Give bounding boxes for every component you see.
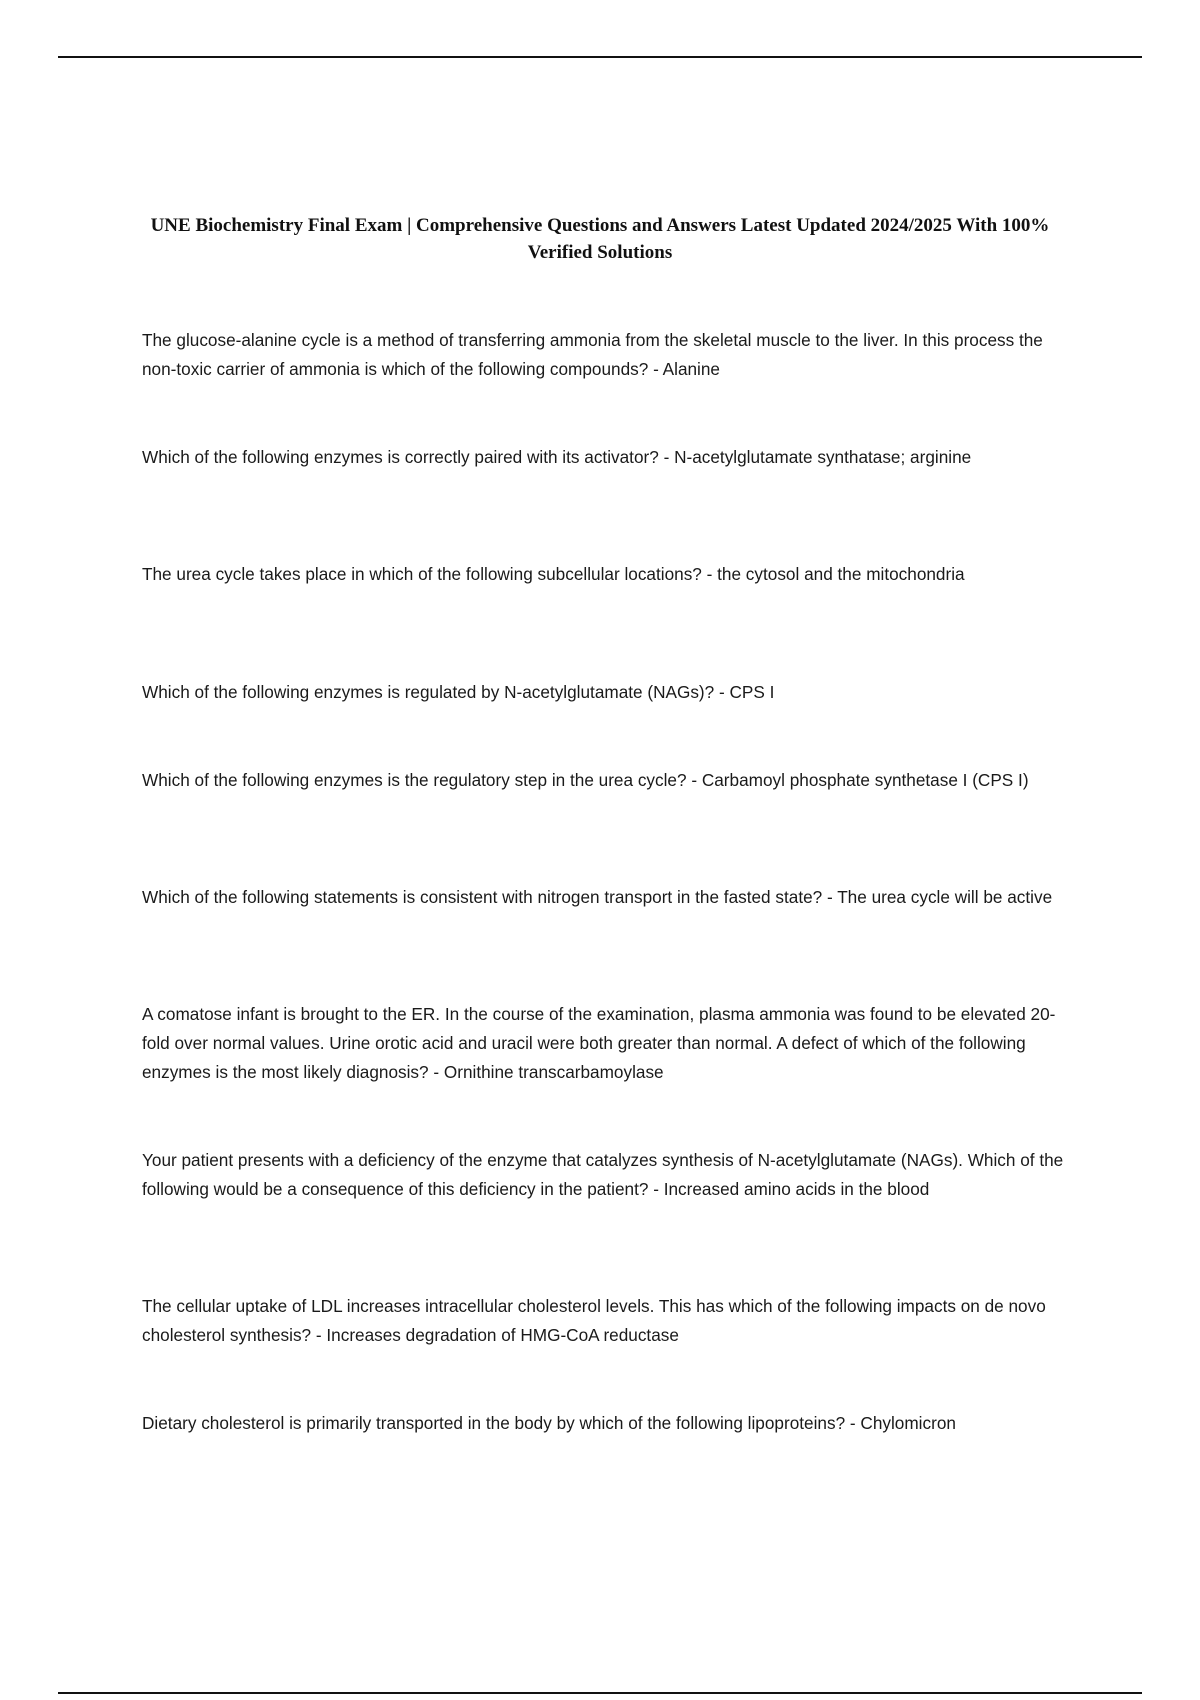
question-text: The cellular uptake of LDL increases intracellular cholesterol levels. This has which of the following impacts on de novo cholesterol synthesis? [142, 1296, 1046, 1345]
qa-separator: - [686, 770, 702, 790]
qa-item [142, 883, 1077, 912]
question-text: Which of the following enzymes is correctly paired with its activator? [142, 447, 659, 467]
answer-text: Increased amino acids in the blood [663, 1179, 930, 1199]
answer-text: CPS I [729, 682, 775, 702]
top-rule [58, 56, 1142, 58]
question-text: Which of the following statements is consistent with nitrogen transport in the fasted state? [142, 887, 823, 907]
question-text: The urea cycle takes place in which of the following subcellular locations? [142, 564, 702, 584]
answer-text: N-acetylglutamate synthatase; arginine [674, 447, 972, 467]
qa-separator: - [648, 1179, 664, 1199]
answer-text: Ornithine transcarbamoylase [443, 1062, 664, 1082]
answer-text: The urea cycle will be active [837, 887, 1053, 907]
question-text: Which of the following enzymes is regulated by N-acetylglutamate (NAGs)? [142, 682, 715, 702]
qa-item [142, 766, 1077, 795]
qa-separator: - [845, 1413, 861, 1433]
answer-text: Alanine [662, 359, 720, 379]
qa-separator: - [701, 564, 718, 584]
qa-separator: - [648, 359, 663, 379]
qa-item [142, 326, 1077, 384]
qa-item [142, 443, 1077, 472]
question-text: A comatose infant is brought to the ER. In the course of the examination, plasma ammonia was found to be elevated 20-fold over normal values. Urine orotic acid and uracil were both greater than normal. A defect of which of the following enzymes is the most likely diagnosis? [142, 1004, 1056, 1082]
qa-separator: - [822, 887, 838, 907]
qa-separator: - [311, 1325, 327, 1345]
qa-separator: - [428, 1062, 444, 1082]
qa-separator: - [658, 447, 675, 467]
question-text: The glucose-alanine cycle is a method of transferring ammonia from the skeletal muscle to the liver. In this process the non-toxic carrier of ammonia is which of the following compounds? [142, 330, 1043, 379]
question-text: Which of the following enzymes is the regulatory step in the urea cycle? [142, 770, 687, 790]
qa-item [142, 1409, 1077, 1438]
document-title: UNE Biochemistry Final Exam | Comprehensive Questions and Answers Latest Updated 2024/2025 With 100% Verified Solutions [150, 215, 1050, 263]
qa-item [142, 678, 1077, 707]
bottom-rule [58, 1692, 1142, 1694]
qa-item [142, 1292, 1077, 1350]
question-text: Your patient presents with a deficiency of the enzyme that catalyzes synthesis of N-acetylglutamate (NAGs). Which of the following would be a consequence of this deficiency in the patient? [142, 1150, 1064, 1199]
qa-item [142, 1146, 1077, 1204]
question-text: Dietary cholesterol is primarily transported in the body by which of the following lipoproteins? [142, 1413, 846, 1433]
qa-separator: - [714, 682, 730, 702]
qa-item [142, 560, 1077, 589]
answer-text: Chylomicron [860, 1413, 956, 1433]
answer-text: Increases degradation of HMG-CoA reductase [326, 1325, 679, 1345]
answer-text: the cytosol and the mitochondria [717, 564, 965, 584]
answer-text: Carbamoyl phosphate synthetase I (CPS I) [701, 770, 1029, 790]
qa-item [142, 1000, 1077, 1087]
